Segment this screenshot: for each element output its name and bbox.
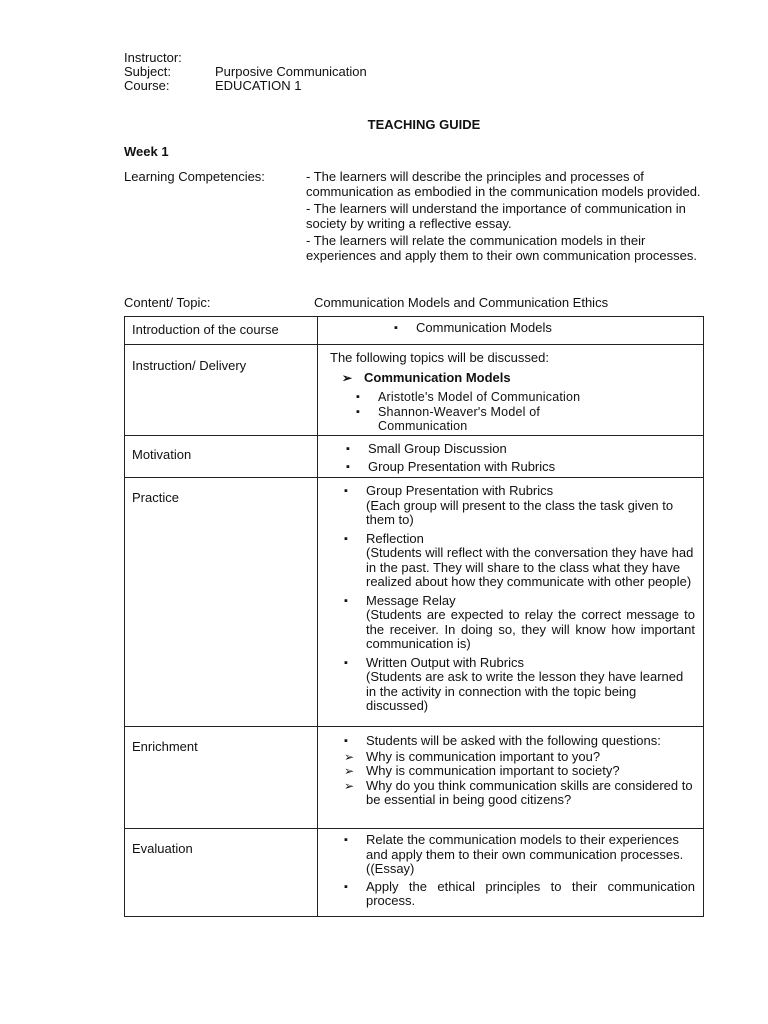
content-topic-label: Content/ Topic:: [124, 295, 211, 310]
practice-item-title: ▪ Reflection: [366, 530, 424, 546]
document-title: TEACHING GUIDE: [367, 117, 481, 132]
motivation-item: ▪ Group Presentation with Rubrics: [342, 460, 695, 475]
instructor-label: Instructor:: [124, 50, 182, 65]
instruction-subitem: ▪ Aristotle's Model of Communication: [352, 390, 695, 405]
practice-content: [318, 478, 704, 727]
enrichment-label: Enrichment: [125, 727, 318, 829]
practice-item: [340, 594, 695, 652]
enrichment-question: ➢ Why is communication important to you?: [340, 750, 695, 765]
practice-item: [340, 484, 695, 528]
evaluation-label: Evaluation: [125, 829, 318, 917]
row-enrichment: [125, 727, 704, 829]
practice-item: [340, 532, 695, 590]
row-practice: [125, 478, 704, 727]
motivation-label: Motivation: [125, 436, 318, 478]
competency-item: - The learners will relate the communication models in their experiences and apply them to their own communication processes.: [306, 233, 697, 263]
instruction-content: [318, 345, 704, 436]
competencies-label: Learning Competencies:: [124, 169, 265, 184]
row-motivation: [125, 436, 704, 478]
course-label: Course:: [124, 78, 170, 93]
practice-label: Practice: [125, 478, 318, 727]
intro-item: ▪ Communication Models: [390, 321, 695, 336]
competencies-list: [306, 170, 702, 266]
practice-item-title: ▪ Message Relay: [366, 592, 456, 608]
evaluation-item: ▪ Relate the communication models to their experiences and apply them to their own communication processes. ((Essay): [340, 833, 695, 877]
course-value: EDUCATION 1: [215, 78, 302, 93]
row-intro: [125, 317, 704, 345]
intro-label: Introduction of the course: [125, 317, 318, 345]
course-row: [124, 79, 301, 94]
practice-item-desc: (Students are expected to relay the correct message to the receiver. In doing so, they will know how important communication is): [366, 607, 695, 651]
enrichment-question: ➢ Why is communication important to society?: [340, 764, 695, 779]
enrichment-question: ➢ Why do you think communication skills are considered to be essential in being good citizens?: [340, 779, 695, 808]
week-heading: Week 1: [124, 144, 169, 159]
practice-item-title: ▪ Group Presentation with Rubrics: [366, 483, 554, 498]
competency-item: - The learners will understand the importance of communication in society by writing a reflective essay.: [306, 201, 686, 231]
practice-item-desc: (Each group will present to the class the task given to them to): [366, 497, 674, 527]
intro-content: [318, 317, 704, 345]
instruction-subitem: ▪ Shannon-Weaver's Model of Communication: [352, 405, 588, 434]
enrichment-content: [318, 727, 704, 829]
motivation-item: ▪ Small Group Discussion: [342, 442, 695, 457]
row-evaluation: [125, 829, 704, 917]
motivation-content: [318, 436, 704, 478]
instruction-lead: The following topics will be discussed:: [330, 350, 549, 365]
practice-item-desc: (Students are ask to write the lesson they have learned in the activity in connection with the topic being discussed): [366, 669, 684, 713]
instruction-heading: ➢ Communication Models: [338, 371, 695, 386]
practice-item: [340, 656, 695, 714]
enrichment-lead: ▪ Students will be asked with the following questions:: [340, 734, 695, 749]
practice-item-title: ▪ Written Output with Rubrics: [366, 654, 524, 670]
competency-item: - The learners will describe the principles and processes of communication as embodied in the communication models provided.: [306, 169, 701, 199]
practice-item-desc: (Students will reflect with the conversation they have had in the past. They will share to the class what they have realized about how they communicate with other people): [366, 545, 694, 589]
instruction-label: Instruction/ Delivery: [125, 345, 318, 436]
row-instruction: [125, 345, 704, 436]
evaluation-item: ▪ Apply the ethical principles to their communication process.: [340, 880, 695, 909]
evaluation-content: [318, 829, 704, 917]
subject-value: Purposive Communication: [215, 64, 367, 79]
content-topic-value: Communication Models and Communication Ethics: [314, 295, 609, 310]
subject-label: Subject:: [124, 64, 171, 79]
teaching-guide-table: [124, 316, 704, 917]
